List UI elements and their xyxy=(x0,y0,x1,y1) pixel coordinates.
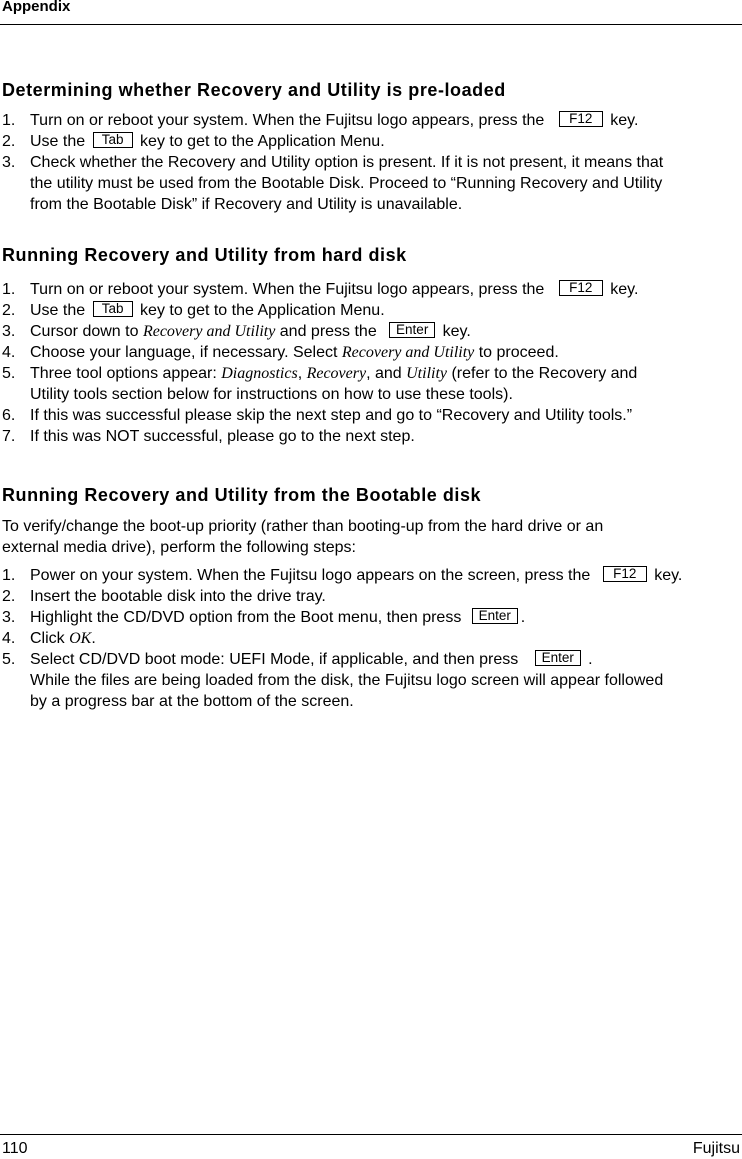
footer-brand: Fujitsu xyxy=(692,1140,740,1157)
header-title: Appendix xyxy=(2,0,71,15)
list-item: 4. Click OK. xyxy=(2,630,96,647)
section-heading: Running Recovery and Utility from hard disk xyxy=(2,245,407,265)
section-intro: To verify/change the boot-up priority (rather than booting-up from the hard drive or an external media drive), perform the following steps: xyxy=(2,518,604,556)
section-preloaded-check xyxy=(0,79,742,215)
step-list xyxy=(0,110,742,215)
f12-key: F12 xyxy=(559,111,603,127)
list-item: 2. Insert the bootable disk into the drive tray. xyxy=(2,588,326,605)
step-list xyxy=(0,279,742,447)
header-divider xyxy=(0,24,742,25)
list-item: 3. Cursor down to Recovery and Utility and press the Enter key. xyxy=(2,322,471,340)
list-item: 1. Turn on or reboot your system. When the Fujitsu logo appears, press the F12 key. xyxy=(2,111,639,129)
section-heading: Running Recovery and Utility from the Bootable disk xyxy=(2,485,482,505)
enter-key: Enter xyxy=(535,650,581,666)
list-item: 4. Choose your language, if necessary. Select Recovery and Utility to proceed. xyxy=(2,344,559,361)
footer-divider xyxy=(0,1134,742,1135)
list-item: 2. Use the Tab key to get to the Application Menu. xyxy=(2,301,385,319)
tab-key: Tab xyxy=(93,301,133,317)
f12-key: F12 xyxy=(603,566,647,582)
list-item: 1. Turn on or reboot your system. When the Fujitsu logo appears, press the F12 key. xyxy=(2,280,639,298)
section-heading: Determining whether Recovery and Utility is pre-loaded xyxy=(2,80,506,100)
enter-key: Enter xyxy=(472,608,518,624)
list-item: 7. If this was NOT successful, please go to the next step. xyxy=(2,428,415,445)
list-item: 3. Highlight the CD/DVD option from the Boot menu, then press Enter . xyxy=(2,608,526,626)
list-item: 6. If this was successful please skip the next step and go to “Recovery and Utility tools.” xyxy=(2,407,633,424)
section-bootable-disk xyxy=(0,484,742,712)
list-item: 5. Three tool options appear: Diagnostics, Recovery, and Utility (refer to the Recovery and Utility tools section below for instructions on how to use these tools). xyxy=(2,365,638,403)
step-list xyxy=(0,565,742,712)
page-number: 110 xyxy=(2,1140,28,1157)
section-hard-disk xyxy=(0,244,742,447)
enter-key: Enter xyxy=(389,322,435,338)
tab-key: Tab xyxy=(93,132,133,148)
list-item: 1. Power on your system. When the Fujitsu logo appears on the screen, press the F12 key. xyxy=(2,566,683,584)
f12-key: F12 xyxy=(559,280,603,296)
list-item: 5. Select CD/DVD boot mode: UEFI Mode, if applicable, and then press Enter . While the files are being loaded from the disk, the Fujitsu logo screen will appear followed by a progress bar at the bottom of the screen. xyxy=(2,650,664,710)
list-item: 3. Check whether the Recovery and Utility option is present. If it is not present, it means that the utility must be used from the Bootable Disk. Proceed to “Running Recovery and Utility from the Bootable Disk” if Recovery and Utility is unavailable. xyxy=(2,154,664,213)
list-item: 2. Use the Tab key to get to the Application Menu. xyxy=(2,132,385,150)
